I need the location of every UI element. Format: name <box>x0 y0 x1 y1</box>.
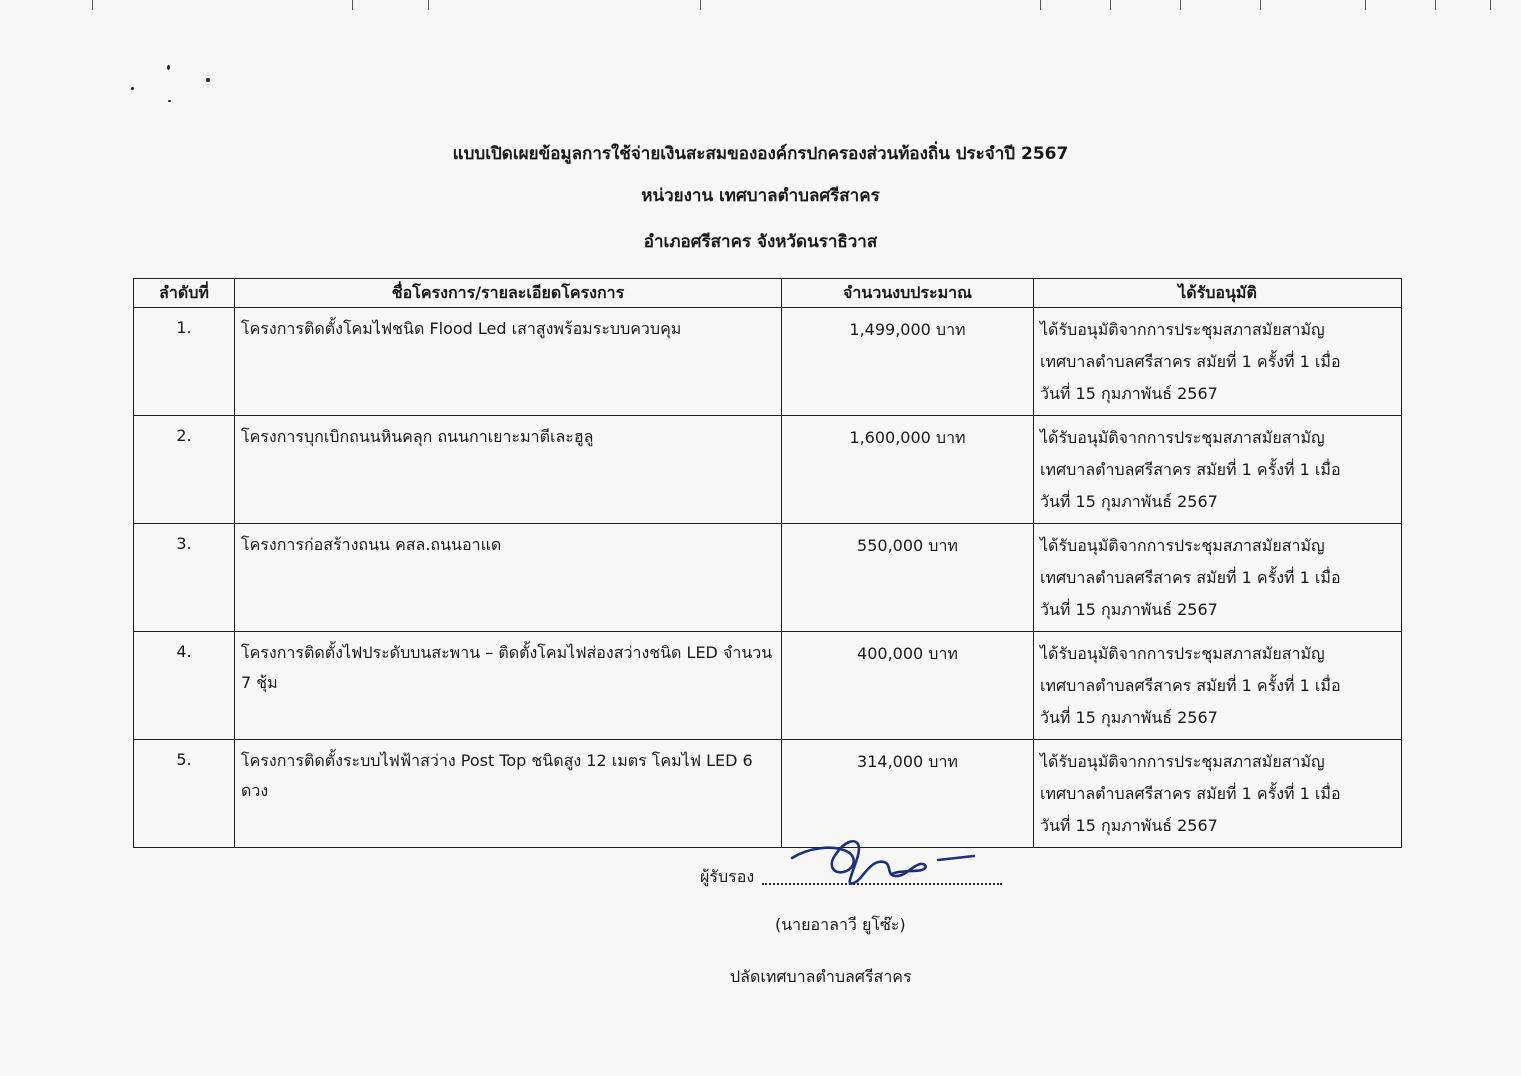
approval-cell <box>1034 308 1402 416</box>
approval-line-1: ได้รับอนุมัติจากการประชุมสภาสมัยสามัญ <box>1040 536 1325 555</box>
project-name-cell <box>235 524 782 632</box>
approval-cell <box>1034 416 1402 524</box>
approval-line-1: ได้รับอนุมัติจากการประชุมสภาสมัยสามัญ <box>1040 644 1325 663</box>
project-name-cell <box>235 416 782 524</box>
certifier-position: ปลัดเทศบาลตำบลศรีสาคร <box>730 967 912 986</box>
project-name-cell <box>235 632 782 740</box>
certifier-name: (นายอาลาวี ยูโซ๊ะ) <box>775 915 906 934</box>
row-number: 1. <box>134 308 235 416</box>
approval-line-2: เทศบาลตำบลศรีสาคร สมัยที่ 1 ครั้งที่ 1 เมื่อ <box>1040 784 1341 803</box>
project-name: โครงการติดตั้งระบบไฟฟ้าสว่าง Post Top ชนิดสูง 12 เมตร โคมไฟ LED 6 ดวง <box>241 751 753 800</box>
project-name: โครงการก่อสร้างถนน คสล.ถนนอาแด <box>241 535 502 554</box>
project-budget: 1,600,000 บาท <box>782 416 1034 524</box>
handwritten-signature <box>788 830 998 890</box>
column-header-budget: จำนวนงบประมาณ <box>782 279 1034 308</box>
page-edge-ticks <box>0 0 1521 12</box>
agency-name: หน่วยงาน เทศบาลตำบลศรีสาคร <box>641 186 880 206</box>
approval-line-3: วันที่ 15 กุมภาพันธ์ 2567 <box>1040 492 1218 511</box>
column-header-no: ลำดับที่ <box>134 279 235 308</box>
row-number: 3. <box>134 524 235 632</box>
approval-cell <box>1034 524 1402 632</box>
signature-block <box>700 830 1120 1030</box>
row-number: 2. <box>134 416 235 524</box>
approval-line-1: ได้รับอนุมัติจากการประชุมสภาสมัยสามัญ <box>1040 320 1325 339</box>
approval-line-3: วันที่ 15 กุมภาพันธ์ 2567 <box>1040 708 1218 727</box>
approval-line-3: วันที่ 15 กุมภาพันธ์ 2567 <box>1040 816 1218 835</box>
row-number: 5. <box>134 740 235 848</box>
project-name-cell <box>235 308 782 416</box>
row-number: 4. <box>134 632 235 740</box>
table-row <box>134 524 1402 632</box>
approval-line-1: ได้รับอนุมัติจากการประชุมสภาสมัยสามัญ <box>1040 752 1325 771</box>
agency-location: อำเภอศรีสาคร จังหวัดนราธิวาส <box>643 232 878 252</box>
approval-cell <box>1034 632 1402 740</box>
column-header-project: ชื่อโครงการ/รายละเอียดโครงการ <box>235 279 782 308</box>
approval-line-1: ได้รับอนุมัติจากการประชุมสภาสมัยสามัญ <box>1040 428 1325 447</box>
project-name: โครงการติดตั้งไฟประดับบนสะพาน – ติดตั้งโคมไฟส่องสว่างชนิด LED จำนวน 7 ชุ้ม <box>241 643 773 692</box>
approval-line-2: เทศบาลตำบลศรีสาคร สมัยที่ 1 ครั้งที่ 1 เมื่อ <box>1040 460 1341 479</box>
table-row <box>134 308 1402 416</box>
project-name: โครงการบุกเบิกถนนหินคลุก ถนนกาเยาะมาตีเละฮูลู <box>241 427 594 446</box>
table-row <box>134 416 1402 524</box>
spending-table <box>133 278 1402 848</box>
project-name: โครงการติดตั้งโคมไฟชนิด Flood Led เสาสูงพร้อมระบบควบคุม <box>241 319 682 338</box>
column-header-approval: ได้รับอนุมัติ <box>1034 279 1402 308</box>
certifier-label: ผู้รับรอง <box>700 867 755 886</box>
project-budget: 400,000 บาท <box>782 632 1034 740</box>
project-budget: 314,000 บาท <box>782 740 1034 848</box>
approval-line-3: วันที่ 15 กุมภาพันธ์ 2567 <box>1040 600 1218 619</box>
project-budget: 1,499,000 บาท <box>782 308 1034 416</box>
project-budget: 550,000 บาท <box>782 524 1034 632</box>
approval-line-2: เทศบาลตำบลศรีสาคร สมัยที่ 1 ครั้งที่ 1 เมื่อ <box>1040 568 1341 587</box>
approval-line-2: เทศบาลตำบลศรีสาคร สมัยที่ 1 ครั้งที่ 1 เมื่อ <box>1040 676 1341 695</box>
table-row <box>134 632 1402 740</box>
document-title: แบบเปิดเผยข้อมูลการใช้จ่ายเงินสะสมขององค์กรปกครองส่วนท้องถิ่น ประจำปี 2567 <box>452 144 1069 164</box>
approval-line-2: เทศบาลตำบลศรีสาคร สมัยที่ 1 ครั้งที่ 1 เมื่อ <box>1040 352 1341 371</box>
approval-line-3: วันที่ 15 กุมภาพันธ์ 2567 <box>1040 384 1218 403</box>
table-header-row <box>134 279 1402 308</box>
